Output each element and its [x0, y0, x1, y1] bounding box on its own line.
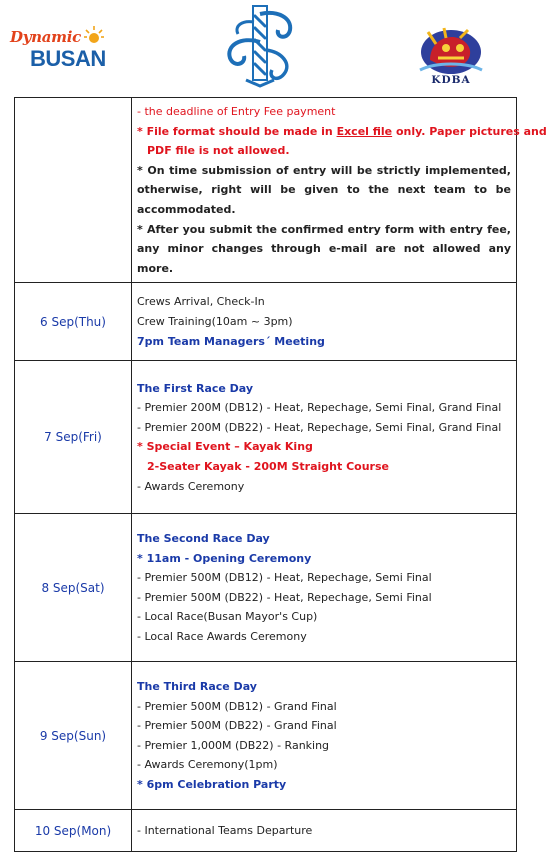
events-cell — [132, 283, 517, 361]
event-line: - Premier 200M (DB22) - Heat, Repechage, Semi Final, Grand Final — [137, 420, 502, 434]
dynamic-busan-logo — [10, 26, 116, 72]
dragon-logo — [220, 2, 300, 88]
excel-file-text: Excel file — [336, 124, 393, 138]
event-line: - Awards Ceremony(1pm) — [137, 758, 278, 772]
table-row — [15, 361, 517, 514]
schedule-table — [14, 97, 547, 852]
date-cell: 9 Sep(Sun) — [15, 662, 132, 810]
date-cell-empty — [15, 98, 132, 283]
table-row — [15, 283, 517, 361]
event-line: - Premier 500M (DB12) - Grand Final — [137, 699, 337, 713]
sun-icon — [84, 26, 104, 40]
busan-logo-main-text: BUSAN — [30, 46, 106, 71]
event-line: - Premier 500M (DB22) - Heat, Repechage, Semi Final — [137, 590, 432, 604]
event-line: - Premier 500M (DB22) - Grand Final — [137, 719, 337, 733]
events-cell — [132, 662, 517, 810]
event-line: - Premier 500M (DB12) - Heat, Repechage, Semi Final — [137, 571, 432, 585]
kdba-logo-text: KDBA — [431, 74, 471, 86]
event-line: * 11am - Opening Ceremony — [137, 551, 312, 565]
busan-logo-dynamic-text: Dynamic — [10, 28, 81, 46]
event-line: * 6pm Celebration Party — [137, 778, 287, 792]
event-line: - Premier 200M (DB12) - Heat, Repechage, Semi Final, Grand Final — [137, 401, 502, 415]
table-row-deadline — [15, 98, 517, 283]
table-row — [15, 514, 517, 662]
event-line: Crew Training(10am ~ 3pm) — [137, 315, 293, 329]
date-cell: 10 Sep(Mon) — [15, 810, 132, 852]
events-cell — [132, 514, 517, 662]
event-line: - Premier 1,000M (DB22) - Ranking — [137, 738, 330, 752]
kdba-logo — [416, 26, 486, 88]
event-line: 7pm Team Managers´ Meeting — [137, 334, 325, 348]
after-submit-note: * After you submit the confirmed entry form with entry fee, any minor changes through e-mail are not allowed any more. — [137, 222, 511, 275]
events-cell — [132, 810, 517, 852]
event-line: 2-Seater Kayak - 200M Straight Course — [147, 459, 389, 473]
event-line: - Local Race Awards Ceremony — [137, 630, 307, 644]
event-line: - Awards Ceremony — [137, 479, 245, 493]
event-line: - Local Race(Busan Mayor's Cup) — [137, 610, 318, 624]
file-format-note: * File format should be made in Excel file only. Paper pictures and — [137, 124, 547, 138]
date-cell: 7 Sep(Fri) — [15, 361, 132, 514]
date-cell: 6 Sep(Thu) — [15, 283, 132, 361]
event-line: - International Teams Departure — [137, 824, 313, 838]
table-row — [15, 810, 517, 852]
event-line: * Special Event – Kayak King — [137, 440, 313, 454]
on-time-note: * On time submission of entry will be strictly implemented, otherwise, right will be given to the next team to be accommodated. — [137, 163, 511, 216]
event-line: The Third Race Day — [137, 680, 257, 694]
table-row — [15, 662, 517, 810]
date-cell: 8 Sep(Sat) — [15, 514, 132, 662]
events-cell — [132, 361, 517, 514]
event-line: The First Race Day — [137, 381, 254, 395]
event-line: Crews Arrival, Check-In — [137, 295, 265, 309]
logo-header — [0, 0, 523, 96]
event-line: The Second Race Day — [137, 532, 270, 546]
file-format-note-2: PDF file is not allowed. — [147, 144, 290, 158]
dragon-head-icon — [416, 26, 486, 74]
deadline-notes-cell — [132, 98, 547, 283]
deadline-note: - the deadline of Entry Fee payment — [137, 105, 336, 118]
